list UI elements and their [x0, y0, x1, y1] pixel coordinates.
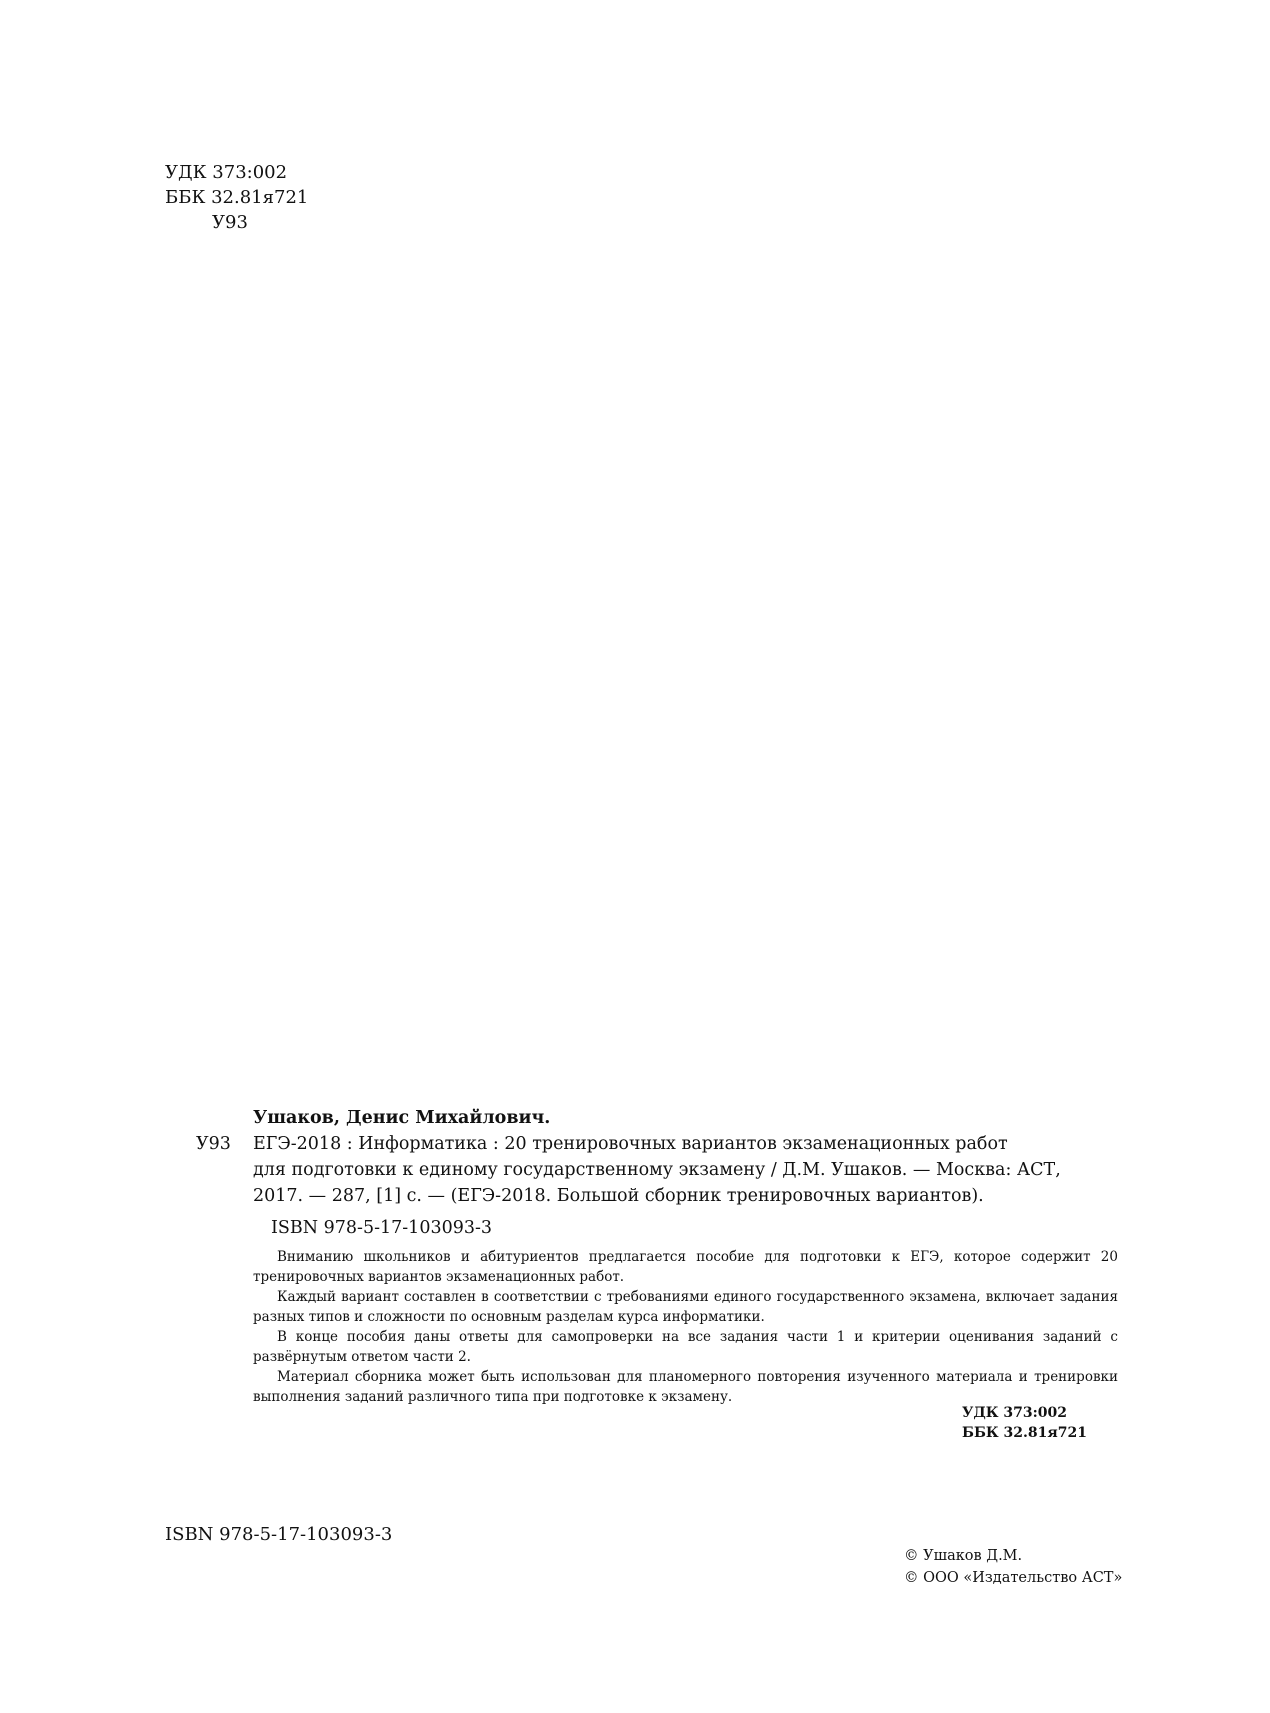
annotation-paragraph: Материал сборника может быть использован для планомерного повторения изученного материала и тренировки выполнения заданий различного типа при подготовке к экзамену.	[253, 1369, 1118, 1405]
entry-line-1: ЕГЭ-2018 : Информатика : 20 тренировочных вариантов экзаменационных работ	[253, 1134, 1008, 1154]
copyright-publisher: © ООО «Издательство АСТ»	[904, 1570, 1123, 1586]
author-mark: У93	[212, 212, 248, 233]
classification-codes	[165, 160, 308, 235]
isbn: ISBN 978-5-17-103093-3	[165, 1524, 393, 1545]
entry-line-3: 2017. — 287, [1] с. — (ЕГЭ-2018. Большой сборник тренировочных вариантов).	[253, 1186, 984, 1206]
bbk-code: ББК 32.81я721	[165, 187, 309, 208]
entry-bbk-code: ББК 32.81я721	[962, 1425, 1087, 1441]
copyright	[904, 1545, 1122, 1589]
entry-description	[196, 1131, 1118, 1209]
catalog-entry	[196, 1105, 1118, 1407]
annotation-paragraph: В конце пособия даны ответы для самопроверки на все задания части 1 и критерии оценивания заданий с развёрнутым ответом части 2.	[253, 1329, 1118, 1365]
udk-code: УДК 373:002	[165, 162, 288, 183]
copyright-author: © Ушаков Д.М.	[904, 1548, 1023, 1564]
entry-udk-code: УДК 373:002	[962, 1405, 1068, 1421]
entry-line-2: для подготовки к единому государственному экзамену / Д.М. Ушаков. — Москва: АСТ,	[253, 1160, 1061, 1180]
entry-author: Ушаков, Денис Михайлович.	[253, 1108, 551, 1128]
annotation	[196, 1247, 1118, 1407]
entry-codes	[962, 1403, 1087, 1443]
annotation-paragraph: Каждый вариант составлен в соответствии с требованиями единого государственного экзамена, включает задания разных типов и сложности по основным разделам курса информатики.	[253, 1289, 1118, 1325]
entry-author-mark: У93	[196, 1134, 231, 1154]
entry-isbn: ISBN 978-5-17-103093-3	[271, 1218, 493, 1238]
annotation-paragraph: Вниманию школьников и абитуриентов предлагается пособие для подготовки к ЕГЭ, которое содержит 20 тренировочных вариантов экзаменационных работ.	[253, 1249, 1118, 1285]
